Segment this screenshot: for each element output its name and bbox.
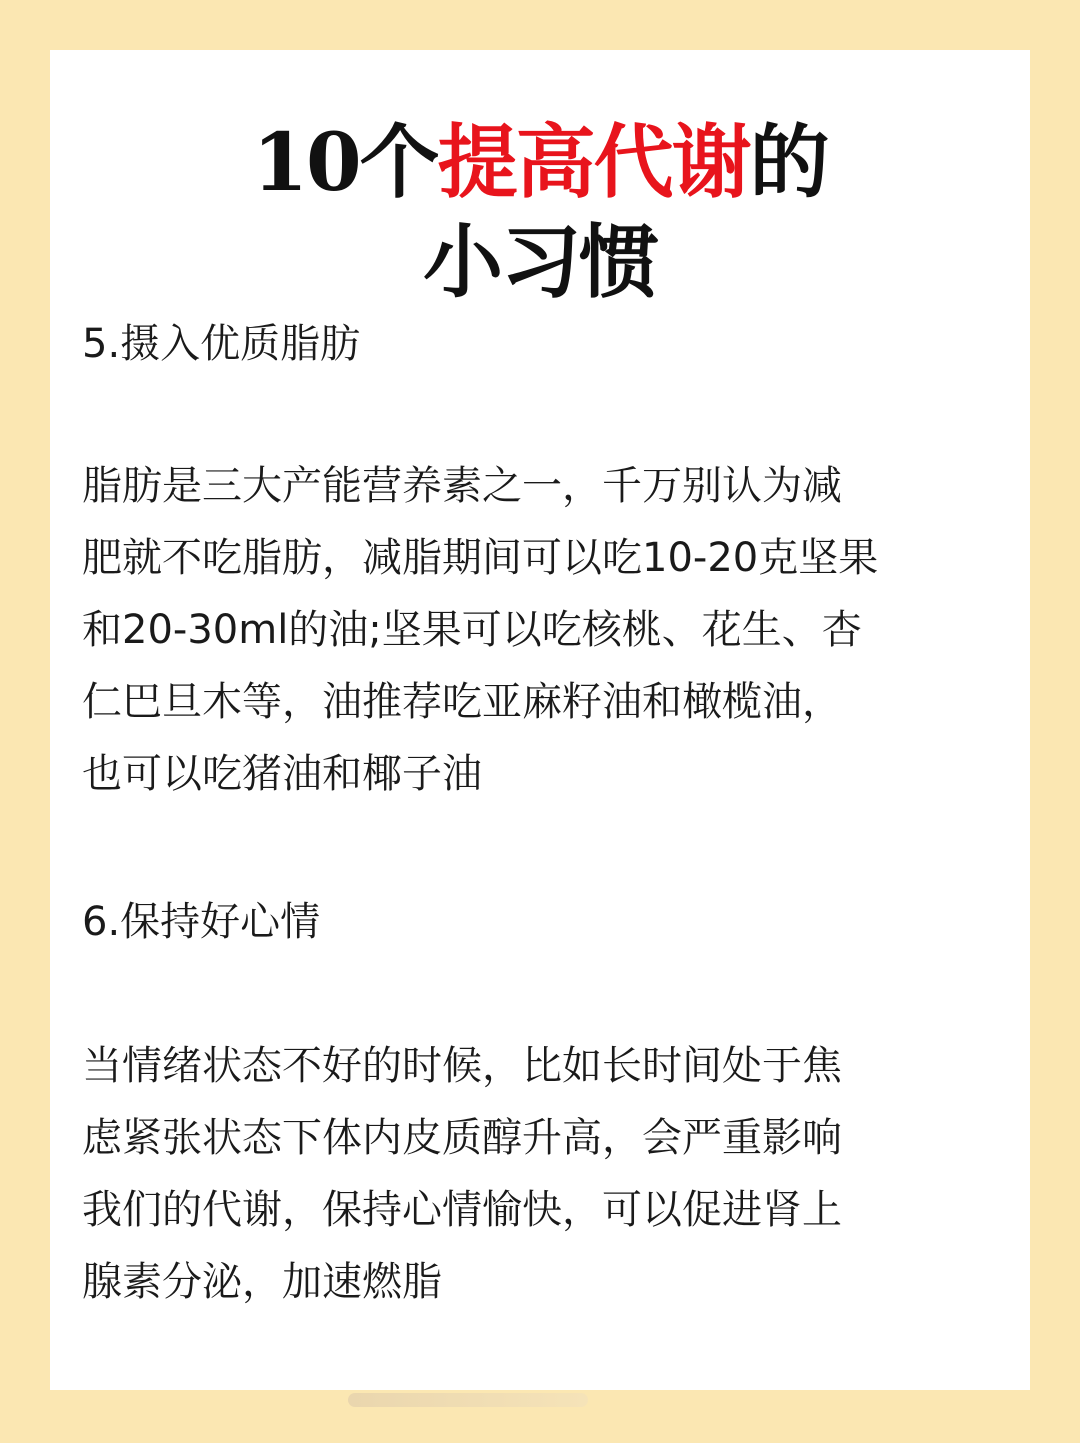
section-heading-fat: 5.摄入优质脂肪 [82,321,361,367]
body-line: 当情绪状态不好的时候，比如长时间处于焦 [82,1043,842,1089]
section-heading-mood: 6.保持好心情 [82,899,321,945]
body-line: 我们的代谢，保持心情愉快，可以促进肾上 [82,1187,842,1233]
body-line: 也可以吃猪油和椰子油 [82,751,482,797]
body-line: 腺素分泌，加速燃脂 [82,1259,442,1305]
body-line: 虑紧张状态下体内皮质醇升高，会严重影响 [82,1115,842,1161]
section-body-fat [82,450,1027,810]
body-line: 肥就不吃脂肪，减脂期间可以吃10-20克坚果 [82,535,879,581]
content-card [50,50,1030,1390]
body-line: 脂肪是三大产能营养素之一，千万别认为减 [82,463,842,509]
watermark-blur [348,1393,588,1407]
title-highlight: 提高代谢 [437,115,750,209]
title-suffix: 的 [749,115,828,209]
page-title-line2: 小习惯 [423,215,657,309]
body-line: 仁巴旦木等，油推荐吃亚麻籽油和橄榄油， [82,679,842,725]
body-line: 和20-30ml的油;坚果可以吃核桃、花生、杏 [82,607,862,653]
page-title-line1 [50,114,1030,210]
section-body-mood [82,1030,1027,1318]
title-prefix: 10个 [252,115,438,209]
